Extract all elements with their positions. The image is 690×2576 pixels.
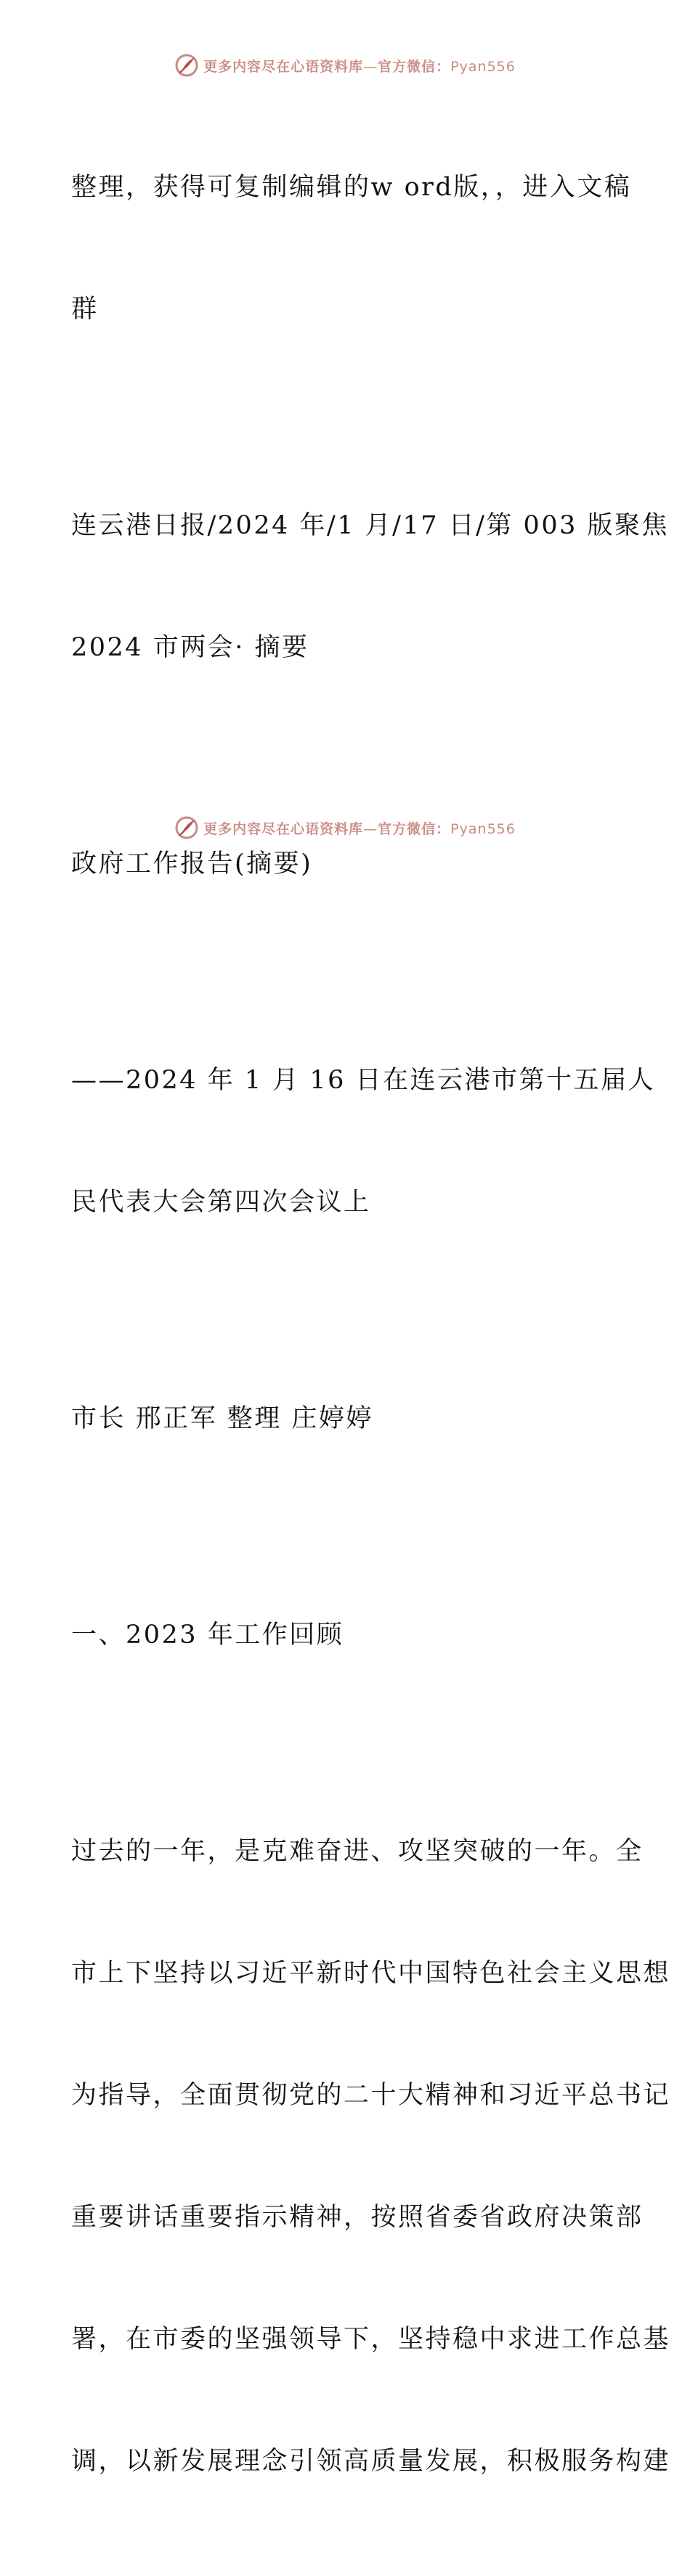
feather-pen-logo-icon	[174, 815, 199, 840]
text-line: 连云港日报/2024 年/1 月/17 日/第 003 版聚焦	[71, 511, 669, 540]
watermark-wechat-label: 官方微信：	[378, 58, 451, 75]
text-line: 2024 市两会· 摘要	[71, 633, 309, 662]
document-body	[71, 86, 671, 2576]
text-line: 整理，获得可复制编辑的w ord版，，进入文稿	[71, 173, 632, 202]
text-line: 一、2023 年工作回顾	[71, 1621, 344, 1650]
source-paragraph	[71, 424, 669, 749]
intro-paragraph	[71, 86, 632, 411]
section-heading	[71, 1533, 617, 1737]
subtitle-paragraph	[71, 979, 656, 1304]
watermark-wechat-id: Pyan556	[450, 58, 516, 75]
text-line: 调，以新发展理念引领高质量发展，积极服务构建	[71, 2447, 671, 2476]
text-line: 群	[71, 295, 99, 324]
feather-pen-logo-icon	[174, 53, 199, 78]
text-line: 民代表大会第四次会议上	[71, 1188, 371, 1217]
watermark-text	[203, 56, 516, 76]
text-line: ——2024 年 1 月 16 日在连云港市第十五届人	[71, 1066, 656, 1095]
watermark-wechat-label: 官方微信：	[378, 820, 451, 837]
text-line: 政府工作报告(摘要)	[71, 849, 313, 879]
text-line: 市长 邢正军 整理 庄婷婷	[71, 1404, 373, 1433]
document-title	[71, 762, 617, 966]
text-line: 市上下坚持以习近平新时代中国特色社会主义思想	[71, 1959, 671, 1988]
watermark-dash: —	[363, 820, 378, 837]
watermark-text	[203, 818, 516, 838]
watermark-banner-top	[0, 51, 690, 80]
watermark-brand: 更多内容尽在心语资料库	[203, 820, 364, 837]
watermark-banner-bottom	[0, 813, 690, 842]
text-line: 过去的一年，是克难奋进、攻坚突破的一年。全	[71, 1837, 644, 1866]
body-paragraph	[71, 1750, 671, 2563]
watermark-wechat-id: Pyan556	[450, 820, 516, 837]
watermark-dash: —	[363, 58, 378, 75]
text-line: 重要讲话重要指示精神，按照省委省政府决策部	[71, 2203, 644, 2232]
author-line	[71, 1317, 617, 1520]
text-line: 为指导，全面贯彻党的二十大精神和习近平总书记	[71, 2081, 671, 2110]
watermark-brand: 更多内容尽在心语资料库	[203, 58, 364, 75]
text-line: 署，在市委的坚强领导下，坚持稳中求进工作总基	[71, 2325, 671, 2354]
